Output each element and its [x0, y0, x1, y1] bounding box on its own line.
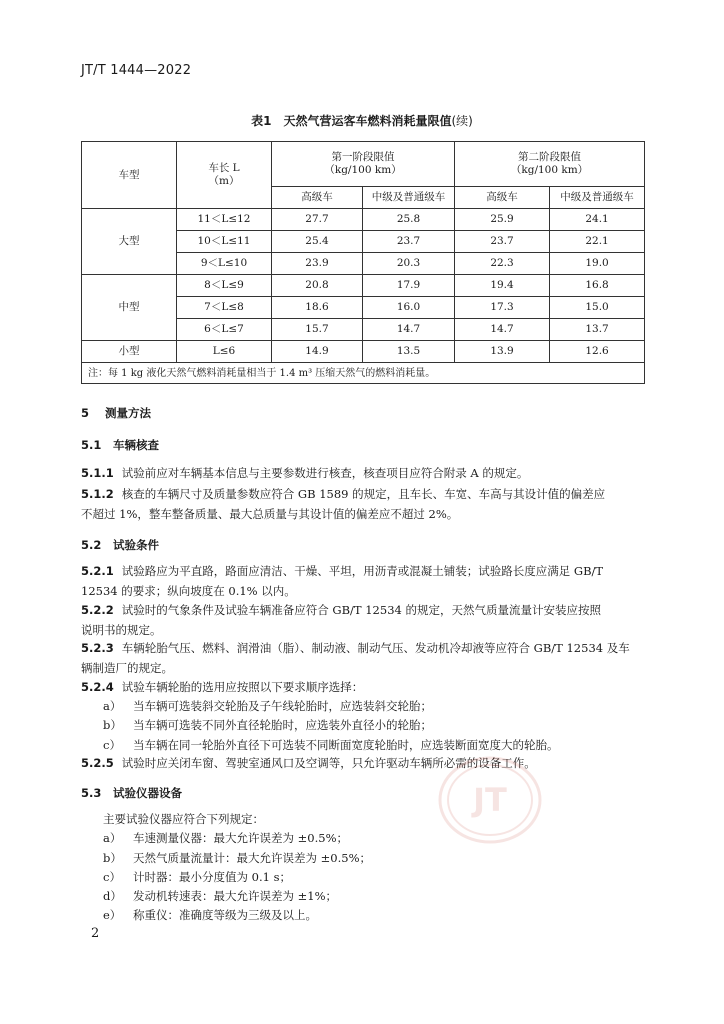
cell-value: 22.1 — [550, 231, 645, 253]
section-number: 5 — [81, 406, 90, 420]
list-item-label: c） — [103, 870, 121, 884]
header-stage2 — [455, 142, 645, 187]
cell-value: 20.3 — [363, 253, 455, 275]
cell-value: 20.8 — [272, 275, 363, 297]
header-stage1 — [272, 142, 455, 187]
clause-text: 核查的车辆尺寸及质量参数应符合 GB 1589 的规定，且车长、车宽、车高与其设计值的偏差应 — [121, 487, 606, 501]
section-5-heading — [81, 405, 151, 421]
section-5-1-heading — [81, 437, 159, 453]
list-item — [103, 828, 644, 848]
list-item — [103, 905, 644, 925]
clause-5-2-3 — [81, 638, 644, 678]
cell-value: 27.7 — [272, 209, 363, 231]
header-s2-standard: 中级及普通级车 — [550, 187, 645, 209]
group-large: 大型 — [82, 209, 177, 275]
list-item — [103, 696, 644, 716]
cell-length: 8＜L≤9 — [177, 275, 272, 297]
clause-number: 5.2.1 — [81, 564, 114, 578]
header-stage1-label: 第一阶段限值 — [331, 151, 395, 163]
cell-value: 13.9 — [455, 341, 550, 363]
section-number: 5.2 — [81, 538, 102, 552]
list-item — [103, 735, 644, 755]
clause-text: 试验前应对车辆基本信息与主要参数进行核查，核查项目应符合附录 A 的规定。 — [121, 466, 529, 480]
table-row — [82, 275, 645, 297]
header-stage1-unit: （kg/100 km） — [324, 164, 402, 176]
table-note: 注：每 1 kg 液化天然气燃料消耗量相当于 1.4 m³ 压缩天然气的燃料消耗量。 — [82, 363, 645, 384]
section-number: 5.1 — [81, 438, 102, 452]
clause-5-2-1 — [81, 561, 644, 601]
cell-value: 15.7 — [272, 319, 363, 341]
list-item-text: 称重仪：准确度等级为三级及以上。 — [133, 908, 317, 922]
clause-5-1-2 — [81, 484, 644, 524]
section-5-2-heading — [81, 537, 159, 553]
cell-value: 19.4 — [455, 275, 550, 297]
clause-5-2-2 — [81, 600, 644, 640]
clause-number: 5.2.4 — [81, 680, 114, 694]
list-item-label: e） — [103, 908, 122, 922]
list-item-text: 天然气质量流量计：最大允许误差为 ±0.5%； — [133, 851, 372, 865]
clause-number: 5.1.2 — [81, 487, 114, 501]
clause-text-cont: 12534 的要求；纵向坡度在 0.1% 以内。 — [81, 584, 296, 598]
cell-value: 18.6 — [272, 297, 363, 319]
table-row — [82, 209, 645, 231]
table-title — [0, 112, 724, 129]
list-item-label: c） — [103, 738, 121, 752]
cell-value: 14.7 — [455, 319, 550, 341]
section-title: 测量方法 — [105, 406, 151, 420]
cell-length: 7＜L≤8 — [177, 297, 272, 319]
list-item — [103, 715, 644, 735]
cell-value: 16.0 — [363, 297, 455, 319]
clause-5-1-1 — [81, 463, 644, 483]
cell-value: 23.7 — [455, 231, 550, 253]
cell-length: 6＜L≤7 — [177, 319, 272, 341]
list-item — [103, 886, 644, 906]
header-length-unit: （m） — [208, 175, 240, 187]
cell-value: 14.9 — [272, 341, 363, 363]
section-number: 5.3 — [81, 786, 102, 800]
header-s2-premium: 高级车 — [455, 187, 550, 209]
clause-number: 5.2.3 — [81, 641, 114, 655]
list-item-label: a） — [103, 831, 122, 845]
instrument-intro: 主要试验仪器应符合下列规定： — [103, 812, 264, 826]
list-item-text: 发动机转速表：最大允许误差为 ±1%； — [133, 889, 338, 903]
clause-text: 试验时应关闭车窗、驾驶室通风口及空调等，只允许驱动车辆所必需的设备工作。 — [121, 756, 536, 770]
list-item — [103, 867, 644, 887]
header-s1-standard: 中级及普通级车 — [363, 187, 455, 209]
watermark-text: JT — [473, 781, 507, 819]
cell-value: 16.8 — [550, 275, 645, 297]
list-item-text: 当车辆在同一轮胎外直径下可选装不同断面宽度轮胎时，应选装断面宽度大的轮胎。 — [133, 738, 559, 752]
header-s1-premium: 高级车 — [272, 187, 363, 209]
jt-watermark-logo — [437, 755, 543, 845]
list-item-text: 车速测量仪器：最大允许误差为 ±0.5%； — [133, 831, 349, 845]
table-title-text: 表1 天然气营运客车燃料消耗量限值 — [251, 114, 452, 128]
group-small: 小型 — [82, 341, 177, 363]
list-item — [103, 848, 644, 868]
cell-value: 25.8 — [363, 209, 455, 231]
header-length-label: 车长 L — [208, 162, 240, 174]
cell-value: 12.6 — [550, 341, 645, 363]
list-item-text: 当车辆可选装不同外直径轮胎时，应选装外直径小的轮胎； — [133, 718, 432, 732]
header-length — [177, 142, 272, 209]
cell-length: 10＜L≤11 — [177, 231, 272, 253]
clause-number: 5.1.1 — [81, 466, 114, 480]
group-medium: 中型 — [82, 275, 177, 341]
section-title: 试验仪器设备 — [113, 786, 182, 800]
clause-text: 试验路应为平直路，路面应清洁、干燥、平坦，用沥青或混凝土铺装；试验路长度应满足 GB/T — [121, 564, 604, 578]
list-item-text: 计时器：最小分度值为 0.1 s； — [133, 870, 292, 884]
cell-value: 19.0 — [550, 253, 645, 275]
list-item-label: a） — [103, 699, 122, 713]
cell-value: 13.7 — [550, 319, 645, 341]
list-item-label: d） — [103, 889, 122, 903]
cell-value: 17.3 — [455, 297, 550, 319]
clause-number: 5.2.5 — [81, 756, 114, 770]
clause-number: 5.2.2 — [81, 603, 114, 617]
clause-text: 车辆轮胎气压、燃料、润滑油（脂）、制动液、制动气压、发动机冷却液等应符合 GB/T 12534 及车 — [121, 641, 630, 655]
cell-length: 9＜L≤10 — [177, 253, 272, 275]
clause-5-2-4 — [81, 677, 644, 697]
list-item-label: b） — [103, 718, 122, 732]
clause-text: 试验时的气象条件及试验车辆准备应符合 GB/T 12534 的规定，天然气质量流量计安装应按照 — [121, 603, 601, 617]
standard-code-header: JT/T 1444—2022 — [81, 63, 192, 78]
cell-value: 17.9 — [363, 275, 455, 297]
clause-text-cont: 说明书的规定。 — [81, 623, 162, 637]
table-continued-mark: (续) — [451, 114, 473, 128]
cell-value: 25.4 — [272, 231, 363, 253]
clause-text: 试验车辆轮胎的选用应按照以下要求顺序选择： — [121, 680, 364, 694]
cell-value: 15.0 — [550, 297, 645, 319]
cell-value: 14.7 — [363, 319, 455, 341]
list-item-label: b） — [103, 851, 122, 865]
clause-5-2-5 — [81, 753, 644, 773]
list-item-text: 当车辆可选装斜交轮胎及子午线轮胎时，应选装斜交轮胎； — [133, 699, 432, 713]
cell-value: 24.1 — [550, 209, 645, 231]
header-vehicle-type: 车型 — [82, 142, 177, 209]
section-title: 车辆核查 — [113, 438, 159, 452]
cell-value: 23.9 — [272, 253, 363, 275]
header-stage2-label: 第二阶段限值 — [518, 151, 582, 163]
section-title: 试验条件 — [113, 538, 159, 552]
page-number: 2 — [91, 926, 100, 941]
clause-text-cont: 辆制造厂的规定。 — [81, 661, 173, 675]
fuel-consumption-limits-table — [81, 141, 645, 384]
header-stage2-unit: （kg/100 km） — [510, 164, 589, 176]
cell-length: 11＜L≤12 — [177, 209, 272, 231]
section-5-3-heading — [81, 785, 182, 801]
cell-value: 22.3 — [455, 253, 550, 275]
cell-value: 25.9 — [455, 209, 550, 231]
table-row — [82, 341, 645, 363]
cell-value: 13.5 — [363, 341, 455, 363]
cell-length: L≤6 — [177, 341, 272, 363]
clause-text-cont: 不超过 1%，整车整备质量、最大总质量与其设计值的偏差应不超过 2%。 — [81, 507, 459, 521]
cell-value: 23.7 — [363, 231, 455, 253]
